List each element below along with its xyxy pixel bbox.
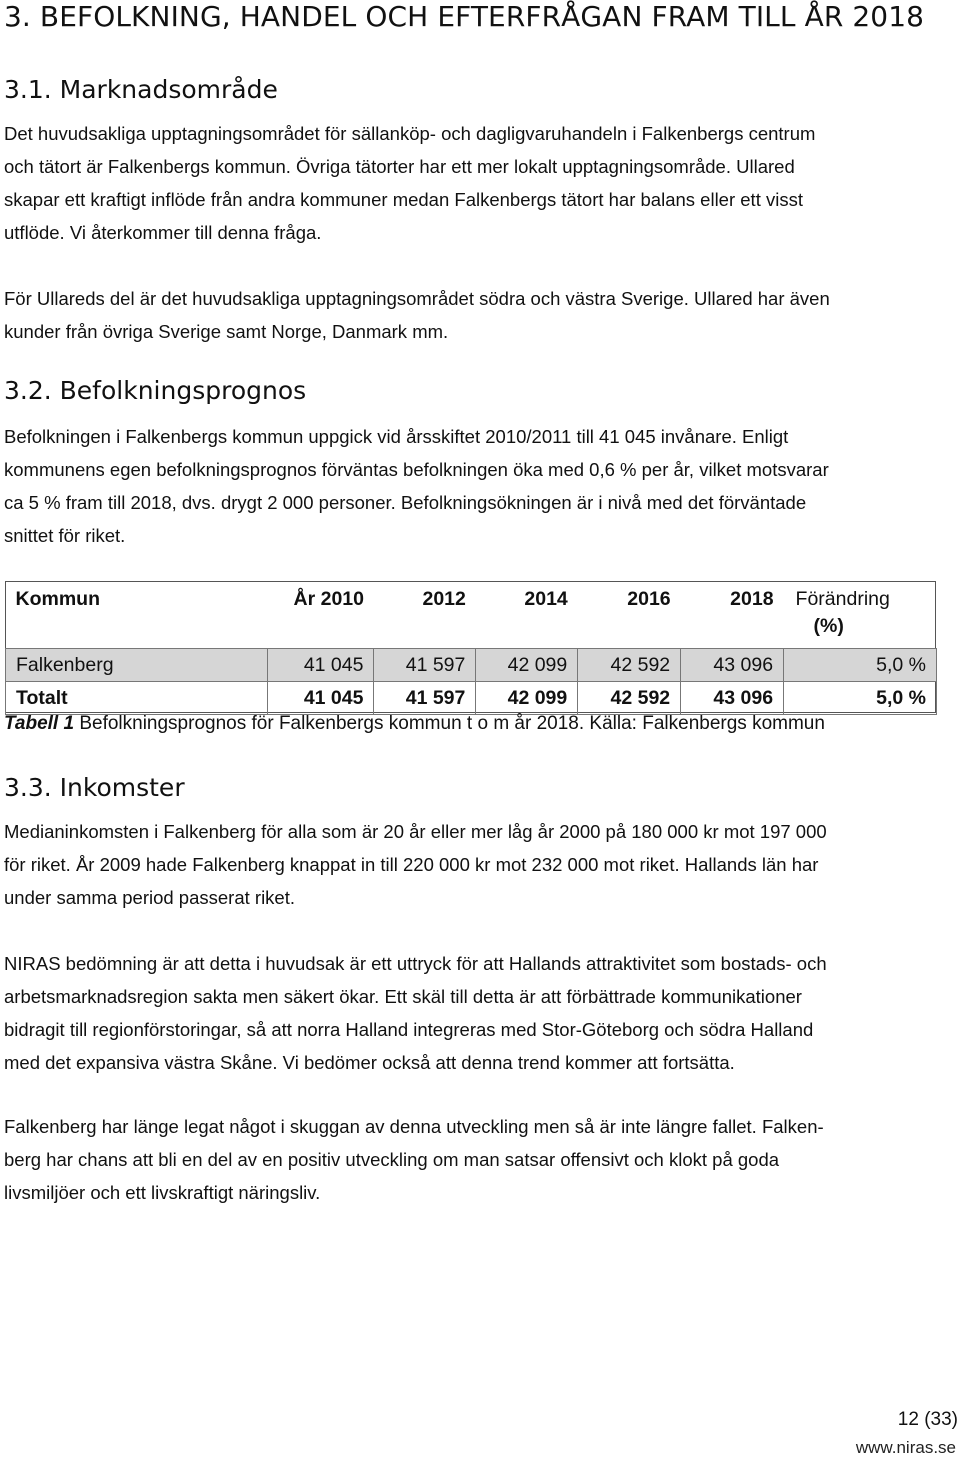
table-caption-label: Tabell 1 <box>4 713 75 734</box>
table-cell: 42 099 <box>476 682 578 715</box>
text-line: och tätort är Falkenbergs kommun. Övriga tätorter har ett mer lokalt upptagningsområde. Ullared <box>4 156 795 177</box>
text-line: NIRAS bedömning är att detta i huvudsak är ett uttryck för att Hallands attraktivitet som bostads- och <box>4 953 827 974</box>
paragraph-falkenberg-outlook <box>4 1110 959 1209</box>
text-line: För Ullareds del är det huvudsakliga upptagningsområdet södra och västra Sverige. Ullared har även <box>4 288 830 309</box>
table-cell: 43 096 <box>681 649 784 682</box>
section-heading-3-3: 3.3. Inkomster <box>4 773 185 802</box>
text-line: ca 5 % fram till 2018, dvs. drygt 2 000 personer. Befolkningsökningen är i nivå med det förväntade <box>4 492 807 513</box>
header-cell: 2016 <box>627 588 671 610</box>
table-cell: 41 045 <box>267 649 374 682</box>
paragraph-ullared <box>4 282 959 348</box>
table-cell: Falkenberg <box>6 649 268 682</box>
text-line: utflöde. Vi återkommer till denna fråga. <box>4 222 322 243</box>
table-cell: 42 592 <box>578 682 681 715</box>
table-caption-text: Befolkningsprognos för Falkenbergs kommun t o m år 2018. Källa: Falkenbergs kommun <box>74 713 825 734</box>
text-line: Falkenberg har länge legat något i skuggan av denna utveckling men så är inte längre fallet. Falken- <box>4 1116 824 1137</box>
table-cell: 42 592 <box>578 649 681 682</box>
table-cell: 41 597 <box>374 682 476 715</box>
header-cell: 2014 <box>524 588 568 610</box>
table-cell: 42 099 <box>476 649 578 682</box>
text-line: kommunens egen befolkningsprognos förväntas befolkningen öka med 0,6 % per år, vilket motsvarar <box>4 459 829 480</box>
table-cell: 5,0 % <box>784 682 937 715</box>
text-line: bidragit till regionförstoringar, så att norra Halland integreras med Stor-Göteborg och södra Halland <box>4 1019 814 1040</box>
section-heading-3-2: 3.2. Befolkningsprognos <box>4 376 307 405</box>
header-cell <box>784 581 937 649</box>
header-cell: År 2010 <box>293 588 364 610</box>
table-caption <box>4 713 825 735</box>
text-line: snittet för riket. <box>4 525 126 546</box>
section-heading-3-1: 3.1. Marknadsområde <box>4 75 278 104</box>
table-cell: Totalt <box>6 682 268 715</box>
text-line: livsmiljöer och ett livskraftigt näringsliv. <box>4 1182 321 1203</box>
header-change-label: Förändring <box>795 588 890 610</box>
chapter-heading: 3. BEFOLKNING, HANDEL OCH EFTERFRÅGAN FRAM TILL ÅR 2018 <box>4 0 925 33</box>
table-row <box>6 649 937 682</box>
header-cell: 2012 <box>422 588 466 610</box>
table-cell: 41 597 <box>374 649 476 682</box>
table-cell: 43 096 <box>681 682 784 715</box>
text-line: kunder från övriga Sverige samt Norge, Danmark mm. <box>4 321 449 342</box>
text-line: Befolkningen i Falkenbergs kommun uppgick vid årsskiftet 2010/2011 till 41 045 invånare. Enligt <box>4 426 789 447</box>
paragraph-market-area <box>4 117 959 249</box>
table-cell: 5,0 % <box>784 649 937 682</box>
table-cell: 41 045 <box>267 682 374 715</box>
header-change-unit: (%) <box>813 615 844 637</box>
header-cell: 2018 <box>730 588 774 610</box>
footer-url: www.niras.se <box>855 1438 956 1457</box>
population-forecast-table <box>5 581 937 715</box>
table-header-row <box>6 581 937 649</box>
text-line: berg har chans att bli en del av en positiv utveckling om man satsar offensivt och klokt på goda <box>4 1149 780 1170</box>
text-line: med det expansiva västra Skåne. Vi bedömer också att denna trend kommer att fortsätta. <box>4 1052 735 1073</box>
text-line: Medianinkomsten i Falkenberg för alla som är 20 år eller mer låg år 2000 på 180 000 kr mot 197 000 <box>4 821 827 842</box>
text-line: under samma period passerat riket. <box>4 887 295 908</box>
paragraph-population <box>4 420 959 552</box>
text-line: arbetsmarknadsregion sakta men säkert ökar. Ett skäl till detta är att förbättrade kommunikationer <box>4 986 802 1007</box>
table-row <box>6 682 937 715</box>
paragraph-income <box>4 815 959 914</box>
page-number: 12 (33) <box>897 1409 958 1430</box>
text-line: Det huvudsakliga upptagningsområdet för sällanköp- och dagligvaruhandeln i Falkenbergs centrum <box>4 123 816 144</box>
paragraph-niras-assessment <box>4 947 959 1079</box>
text-line: för riket. År 2009 hade Falkenberg knappat in till 220 000 kr mot 232 000 mot riket. Hallands län har <box>4 854 819 875</box>
text-line: skapar ett kraftigt inflöde från andra kommuner medan Falkenbergs tätort har balans eller ett visst <box>4 189 803 210</box>
header-cell: Kommun <box>15 588 100 610</box>
